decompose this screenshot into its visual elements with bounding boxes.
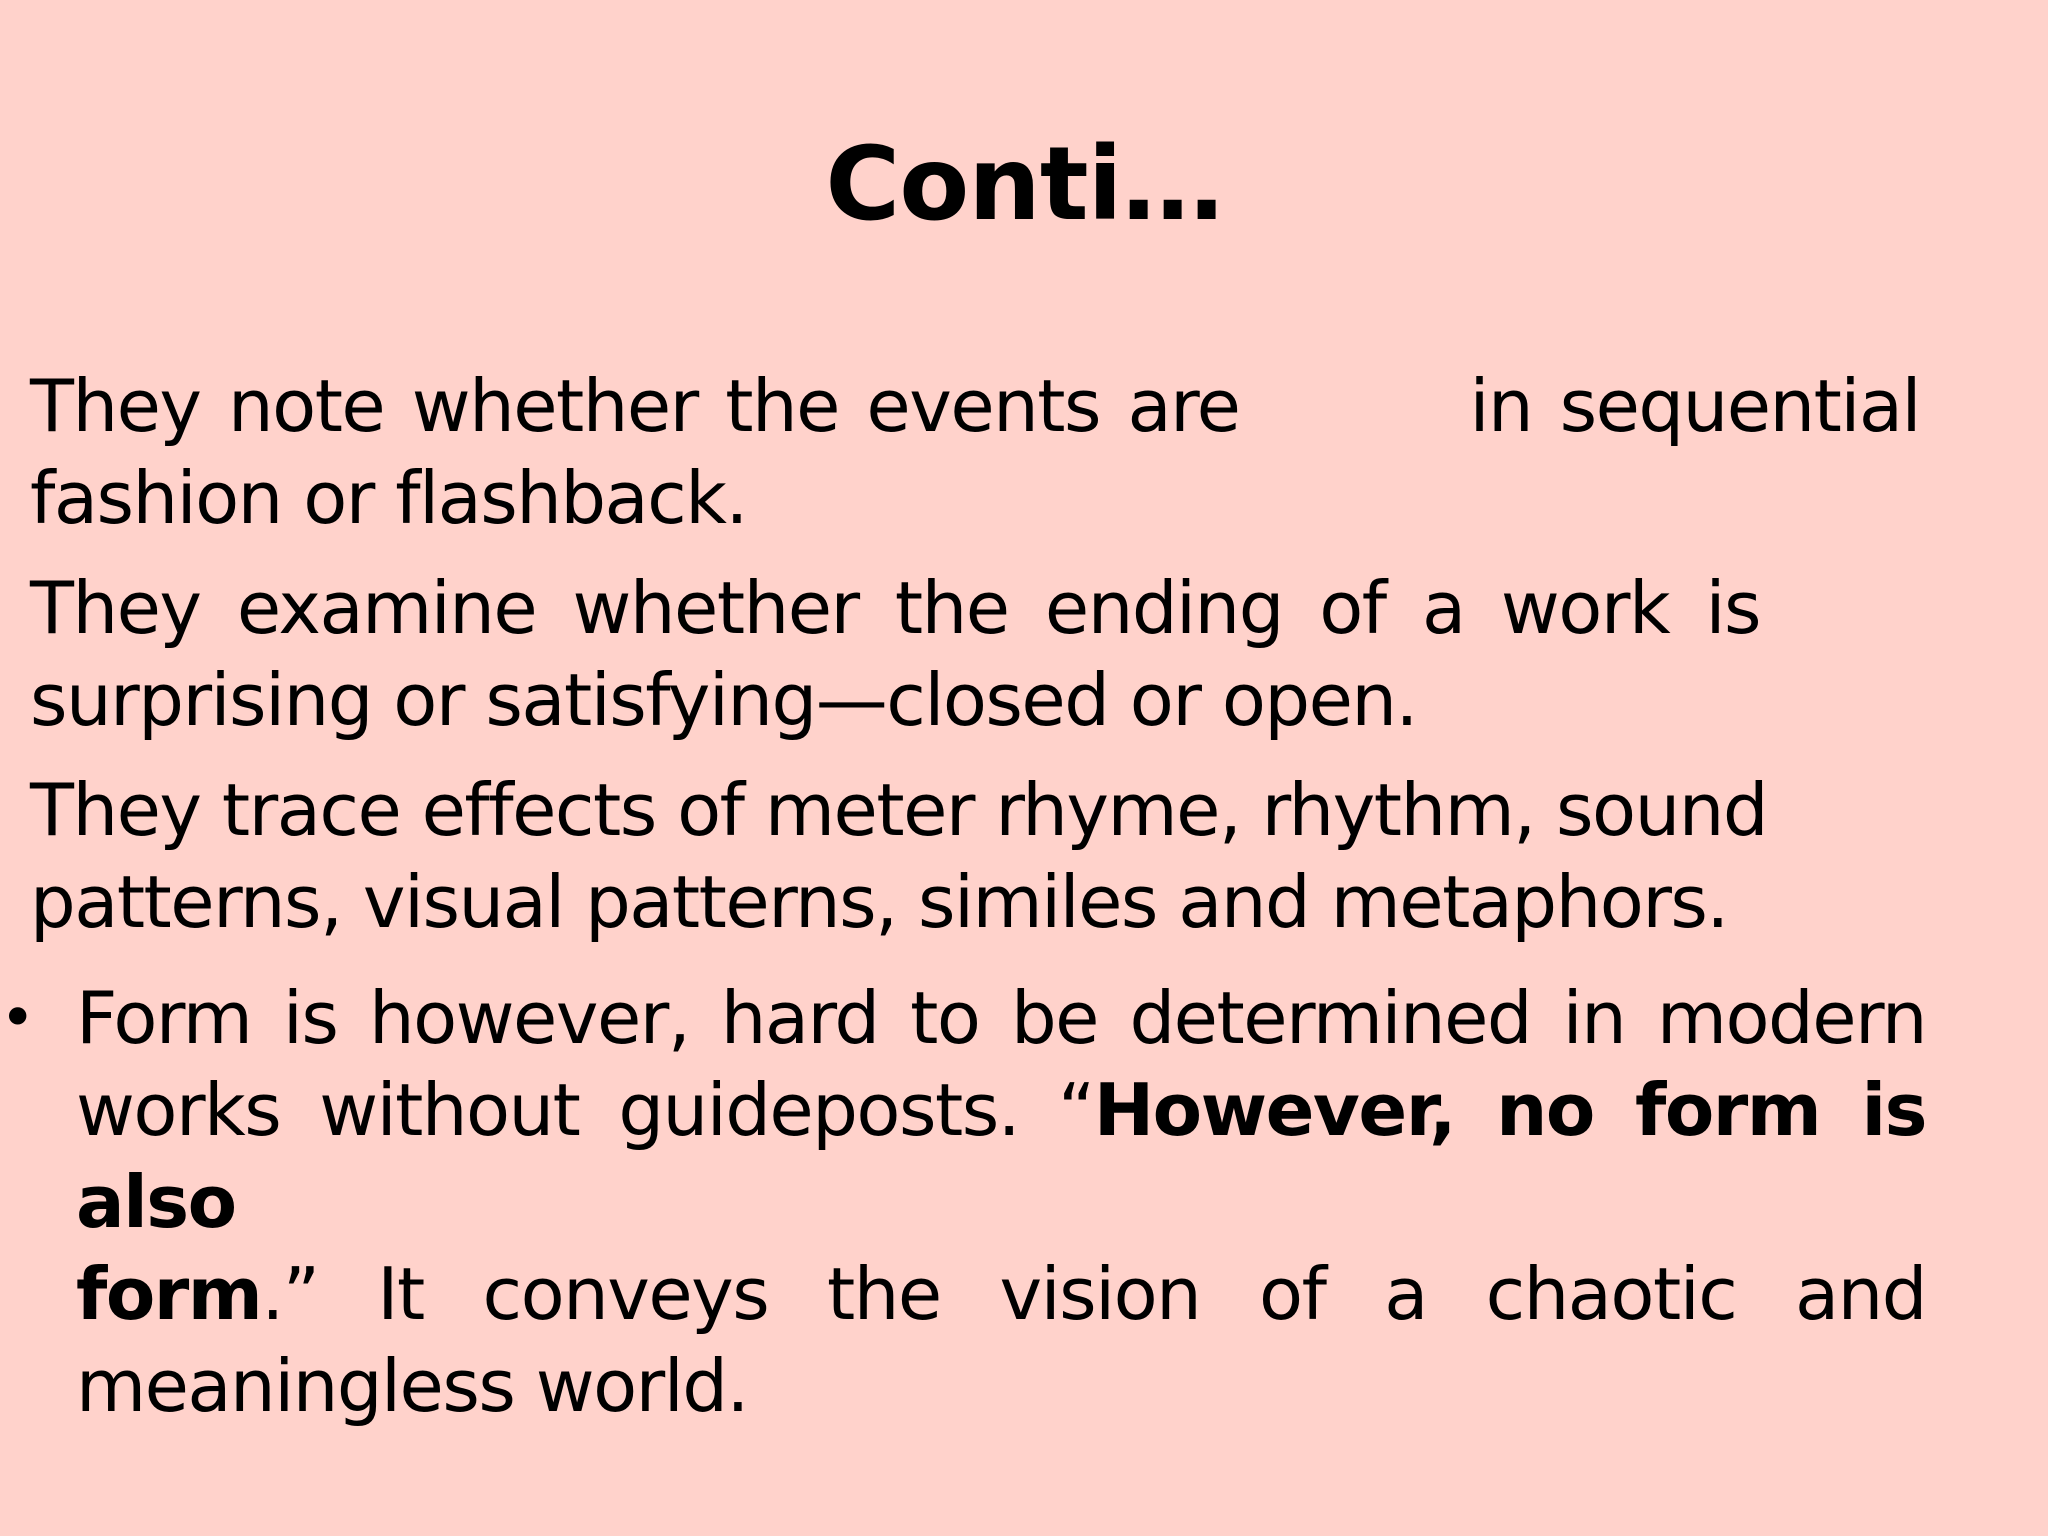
- paragraph-ending: [30, 562, 1760, 746]
- bullet-line: [76, 1248, 1926, 1340]
- paragraph-line: [30, 360, 1920, 452]
- paragraph-line: surprising or satisfying—closed or open.: [30, 658, 1417, 742]
- bullet-line: [76, 1064, 1926, 1248]
- bold-text-segment: form: [76, 1252, 262, 1336]
- paragraph-effects: [30, 764, 1870, 948]
- bullet-text: [76, 972, 1926, 1432]
- text-segment: in sequential: [1469, 364, 1920, 448]
- paragraph-events-sequence: [30, 360, 1920, 544]
- bold-text-segment: However, no form is also: [76, 1068, 1926, 1244]
- text-segment: works without guideposts. “: [76, 1068, 1094, 1152]
- bullet-icon: •: [0, 983, 36, 1053]
- text-segment: They note whether the events are: [30, 364, 1240, 448]
- paragraph-line: They trace effects of meter rhyme, rhythm, sound: [30, 768, 1768, 852]
- bullet-line: meaningless world.: [76, 1344, 748, 1428]
- paragraph-line: They examine whether the ending of a work is: [30, 566, 1760, 650]
- bullet-line: Form is however, hard to be determined in modern: [76, 976, 1926, 1060]
- paragraph-line: fashion or flashback.: [30, 456, 747, 540]
- paragraph-line: patterns, visual patterns, similes and metaphors.: [30, 860, 1728, 944]
- text-segment: .” It conveys the vision of a chaotic and: [261, 1252, 1926, 1336]
- slide-title: Conti…: [825, 125, 1223, 244]
